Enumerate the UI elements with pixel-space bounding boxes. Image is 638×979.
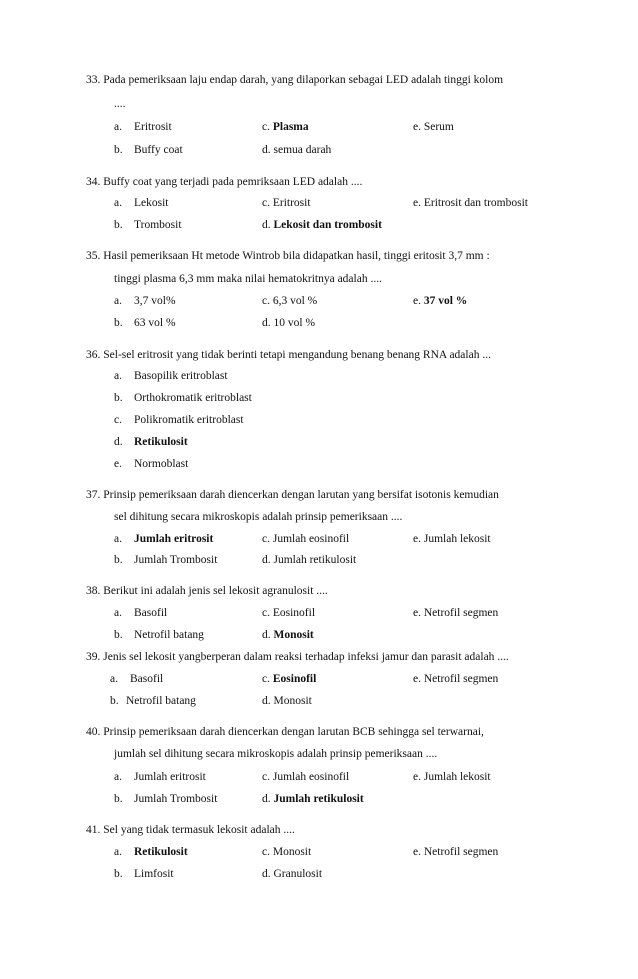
q33-option-b-text: Buffy coat	[134, 144, 183, 156]
q34-option-a-letter: a.	[114, 197, 122, 209]
question-39-text: 39. Jenis sel lekosit yangberperan dalam reaksi terhadap infeksi jamur dan parasit adalah ....	[86, 651, 509, 663]
q36-option-b	[114, 391, 252, 405]
q36-option-d-answer: Retikulosit	[134, 436, 188, 448]
q38-option-a-text: Basofil	[134, 607, 168, 619]
q36-option-e-text: Normoblast	[134, 458, 189, 470]
q38-option-d	[262, 628, 314, 642]
q36-option-a-text: Basopilik eritroblast	[134, 370, 228, 382]
q33-option-c-prefix: c.	[262, 121, 273, 133]
q37-option-a-letter: a.	[114, 533, 122, 545]
q40-option-b-letter: b.	[114, 793, 123, 805]
q35-option-e	[413, 294, 467, 308]
q40-option-b	[114, 792, 217, 806]
q40-option-b-text: Jumlah Trombosit	[134, 793, 218, 805]
q33-option-c-answer: Plasma	[272, 121, 309, 133]
q34-option-a-text: Lekosit	[134, 197, 169, 209]
q36-option-c-letter: c.	[114, 414, 122, 426]
q37-option-b	[114, 553, 217, 567]
q39-option-e: e. Netrofil segmen	[413, 673, 499, 685]
q33-option-b	[114, 143, 183, 157]
q41-option-e: e. Netrofil segmen	[413, 846, 499, 858]
q38-option-e: e. Netrofil segmen	[413, 607, 499, 619]
question-35-continuation: tinggi plasma 6,3 mm maka nilai hematokritnya adalah ....	[114, 273, 382, 285]
q41-option-a	[114, 845, 188, 859]
question-33-text: 33. Pada pemeriksaan laju endap darah, yang dilaporkan sebagai LED adalah tinggi kolom	[86, 74, 504, 86]
q35-option-c: c. 6,3 vol %	[262, 295, 318, 307]
q34-option-b	[114, 218, 182, 232]
q34-option-c: c. Eritrosit	[262, 197, 311, 209]
q39-option-b-letter: b.	[110, 695, 119, 707]
q41-option-c: c. Monosit	[262, 846, 312, 858]
q33-option-d: d. semua darah	[262, 144, 332, 156]
q34-option-b-text: Trombosit	[134, 219, 182, 231]
q36-option-e-letter: e.	[114, 458, 122, 470]
q38-option-c: c. Eosinofil	[262, 607, 316, 619]
q37-option-c: c. Jumlah eosinofil	[262, 533, 350, 545]
q38-option-d-prefix: d.	[262, 629, 274, 641]
q38-option-a	[114, 606, 167, 620]
q33-option-b-letter: b.	[114, 144, 123, 156]
question-37-continuation: sel dihitung secara mikroskopis adalah prinsip pemeriksaan ....	[114, 511, 403, 523]
question-33-continuation: ....	[114, 98, 126, 110]
q39-option-b	[110, 694, 196, 708]
question-37-text: 37. Prinsip pemeriksaan darah diencerkan dengan larutan yang bersifat isotonis kemudian	[86, 489, 499, 501]
q36-option-c-text: Polikromatik eritroblast	[134, 414, 244, 426]
q35-option-a-text: 3,7 vol%	[134, 295, 176, 307]
q37-option-a-answer: Jumlah eritrosit	[134, 533, 214, 545]
q40-option-d-prefix: d.	[262, 793, 274, 805]
q40-option-a	[114, 770, 206, 784]
q41-option-a-letter: a.	[114, 846, 122, 858]
q38-option-b	[114, 628, 204, 642]
q35-option-e-prefix: e.	[413, 295, 424, 307]
q34-option-d-answer: Lekosit dan trombosit	[273, 219, 382, 231]
q41-option-b-letter: b.	[114, 868, 123, 880]
q37-option-e: e. Jumlah lekosit	[413, 533, 491, 545]
q34-option-d	[262, 218, 382, 232]
q40-option-d-answer: Jumlah retikulosit	[273, 793, 364, 805]
q35-option-a-letter: a.	[114, 295, 122, 307]
question-35-text: 35. Hasil pemeriksaan Ht metode Wintrob bila didapatkan hasil, tinggi eritosit 3,7 mm :	[86, 250, 490, 262]
q39-option-a-text: Basofil	[130, 673, 164, 685]
q38-option-b-text: Netrofil batang	[134, 629, 204, 641]
q36-option-b-letter: b.	[114, 392, 123, 404]
q41-option-d: d. Granulosit	[262, 868, 323, 880]
q40-option-c: c. Jumlah eosinofil	[262, 771, 350, 783]
q37-option-b-letter: b.	[114, 554, 123, 566]
q35-option-b	[114, 316, 176, 330]
q33-option-a	[114, 120, 172, 134]
q36-option-d-letter: d.	[114, 436, 123, 448]
q33-option-a-text: Eritrosit	[134, 121, 172, 133]
q36-option-b-text: Orthokromatik eritroblast	[134, 392, 252, 404]
question-41-text: 41. Sel yang tidak termasuk lekosit adalah ....	[86, 824, 295, 836]
q38-option-d-answer: Monosit	[273, 629, 314, 641]
q35-option-d: d. 10 vol %	[262, 317, 316, 329]
q34-option-d-prefix: d.	[262, 219, 274, 231]
q39-option-c-prefix: c.	[262, 673, 273, 685]
q39-option-a-letter: a.	[110, 673, 118, 685]
q37-option-b-text: Jumlah Trombosit	[134, 554, 218, 566]
q40-option-a-text: Jumlah eritrosit	[134, 771, 206, 783]
q33-option-c	[262, 120, 309, 134]
q36-option-e	[114, 457, 188, 471]
q40-option-e: e. Jumlah lekosit	[413, 771, 491, 783]
q39-option-c-answer: Eosinofil	[272, 673, 317, 685]
q36-option-a	[114, 369, 228, 383]
q33-option-a-letter: a.	[114, 121, 122, 133]
q35-option-e-answer: 37 vol %	[423, 295, 468, 307]
question-40-text: 40. Prinsip pemeriksaan darah diencerkan dengan larutan BCB sehingga sel terwarnai,	[86, 726, 484, 738]
q39-option-b-text: Netrofil batang	[126, 695, 196, 707]
q35-option-a	[114, 294, 176, 308]
q36-option-d	[114, 435, 188, 449]
q34-option-b-letter: b.	[114, 219, 123, 231]
q40-option-a-letter: a.	[114, 771, 122, 783]
q37-option-a	[114, 532, 213, 546]
q39-option-c	[262, 672, 316, 686]
q39-option-d: d. Monosit	[262, 695, 312, 707]
q36-option-c	[114, 413, 244, 427]
question-38-text: 38. Berikut ini adalah jenis sel lekosit agranulosit ....	[86, 585, 328, 597]
q35-option-b-letter: b.	[114, 317, 123, 329]
q41-option-a-answer: Retikulosit	[134, 846, 188, 858]
q33-option-e: e. Serum	[413, 121, 454, 133]
q38-option-a-letter: a.	[114, 607, 122, 619]
q35-option-b-text: 63 vol %	[134, 317, 176, 329]
q41-option-b-text: Limfosit	[134, 868, 174, 880]
q36-option-a-letter: a.	[114, 370, 122, 382]
q38-option-b-letter: b.	[114, 629, 123, 641]
q41-option-b	[114, 867, 174, 881]
q40-option-d	[262, 792, 364, 806]
question-34-text: 34. Buffy coat yang terjadi pada pemriksaan LED adalah ....	[86, 176, 363, 188]
question-40-continuation: jumlah sel dihitung secara mikroskopis adalah prinsip pemeriksaan ....	[114, 748, 438, 760]
q37-option-d: d. Jumlah retikulosit	[262, 554, 357, 566]
q34-option-a	[114, 196, 169, 210]
question-36-text: 36. Sel-sel eritrosit yang tidak berinti tetapi mengandung benang benang RNA adalah ...	[86, 349, 491, 361]
q34-option-e: e. Eritrosit dan trombosit	[413, 197, 528, 209]
q39-option-a	[110, 672, 163, 686]
